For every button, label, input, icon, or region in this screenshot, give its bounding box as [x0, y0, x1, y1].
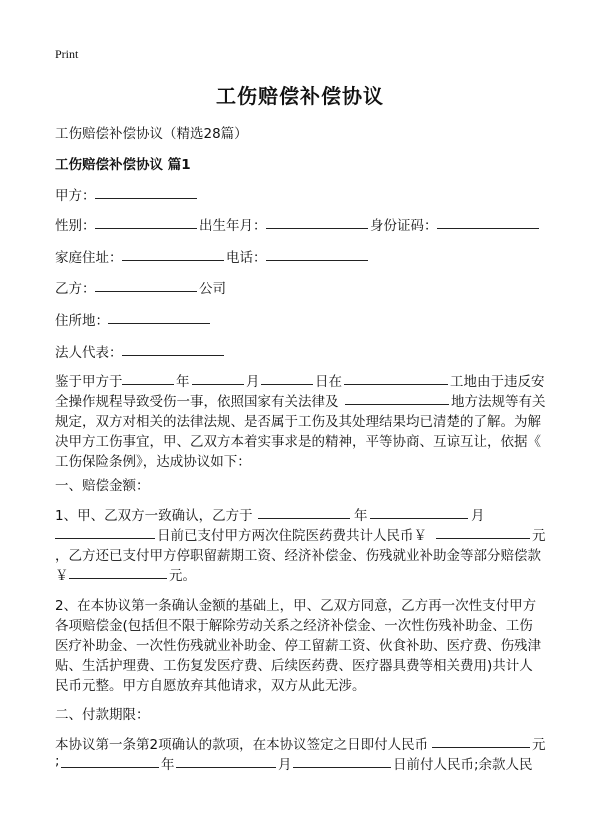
party-b-blank [95, 291, 197, 292]
clause-month-blank [370, 518, 468, 519]
residence-blank [108, 323, 210, 324]
section-heading: 一、赔偿金额： [55, 478, 150, 494]
clause-text: 年 [161, 757, 175, 773]
document-subtitle: 工伤赔偿补偿协议（精选28篇） [55, 126, 248, 142]
clause-paid-amount-blank [69, 578, 167, 579]
legal-rep-blank [122, 355, 224, 356]
party-a-blank [95, 198, 197, 199]
id-number-label: 身份证码： [370, 218, 438, 234]
preamble-site-blank [344, 384, 448, 385]
preamble-region-blank [345, 404, 449, 405]
print-label: Print [55, 47, 79, 61]
clause-text: 月 [278, 757, 292, 773]
gender-label: 性别： [55, 218, 96, 234]
preamble-text: 日在 [315, 374, 342, 390]
clause-text: 元 [532, 528, 546, 544]
phone-label: 电话： [226, 250, 267, 266]
clause-text: 各项赔偿金(包括但不限于解除劳动关系之经济补偿金、一次性伤残补助金、工伤 [55, 618, 533, 634]
clause-text: ; [55, 753, 60, 769]
birth-blank [266, 228, 368, 229]
clause-day-blank [55, 538, 155, 539]
clause-text: 贴、生活护理费、工伤复发医疗费、后续医药费、医疗器具费等相关费用)共计人 [55, 658, 533, 674]
preamble-text: 工伤保险条例》，达成协议如下： [55, 454, 251, 470]
legal-rep-label: 法人代表： [55, 345, 123, 361]
clause-text: ，乙方还已支付甲方停职留薪期工资、经济补偿金、伤残就业补助金等部分赔偿款 [55, 548, 541, 564]
gender-blank [95, 228, 197, 229]
residence-label: 住所地： [55, 313, 109, 329]
preamble-text: 月 [246, 374, 260, 390]
payment-month-blank [176, 767, 276, 768]
document-title: 工伤赔偿补偿协议 [216, 84, 384, 108]
preamble-text: 全操作规程导致受伤一事，依照国家有关法律及 [55, 394, 339, 410]
clause-text: 元 [532, 737, 546, 753]
payment-amount-blank [432, 747, 530, 748]
address-blank [122, 260, 224, 261]
preamble-month-blank [192, 384, 244, 385]
preamble-text: 决甲方工伤事宜，甲、乙双方本着实事求是的精神，平等协商、互谅互让，依据《 [55, 434, 541, 450]
preamble-text: 地方法规等有关 [451, 394, 546, 410]
section-heading: 二、付款期限： [55, 707, 150, 723]
clause-year-blank [258, 518, 350, 519]
clause-text: 2、在本协议第一条确认金额的基础上，甲、乙双方同意，乙方再一次性支付甲方 [55, 598, 537, 614]
clause-text: 日前已支付甲方两次住院医药费共计人民币￥ [157, 528, 427, 544]
payment-day-blank [293, 767, 391, 768]
clause-text: 月 [471, 508, 485, 524]
article-title: 工伤赔偿补偿协议 篇1 [55, 157, 191, 173]
clause-amount-blank [436, 538, 530, 539]
id-number-blank [437, 228, 539, 229]
clause-text: ￥ [55, 568, 69, 584]
preamble-day-blank [261, 384, 313, 385]
address-label: 家庭住址： [55, 250, 123, 266]
clause-text: 年 [354, 508, 368, 524]
clause-text: 本协议第一条第2项确认的款项，在本协议签定之日即付人民币 [55, 737, 429, 753]
preamble-text: 年 [176, 374, 190, 390]
party-b-label: 乙方： [55, 281, 96, 297]
party-a-label: 甲方： [55, 188, 96, 204]
payment-year-blank [61, 767, 159, 768]
preamble-text: 规定，双方对相关的法律法规、是否属于工伤及其处理结果均已清楚的了解。为解 [55, 414, 541, 430]
company-label: 公司 [199, 281, 226, 297]
phone-blank [266, 260, 368, 261]
birth-label: 出生年月： [199, 218, 267, 234]
clause-text: 1、甲、乙双方一致确认，乙方于 [55, 508, 253, 524]
preamble-year-blank [122, 384, 174, 385]
clause-text: 元。 [169, 568, 196, 584]
preamble-text: 工地由于违反安 [450, 374, 545, 390]
clause-text: 民币元整。甲方自愿放弃其他请求，双方从此无涉。 [55, 678, 366, 694]
clause-text: 日前付人民币;余款人民 [393, 757, 533, 773]
preamble-text: 鉴于甲方于 [55, 374, 123, 390]
clause-text: 医疗补助金、一次性伤残就业补助金、停工留薪工资、伙食补助、医疗费、伤残津 [55, 638, 541, 654]
